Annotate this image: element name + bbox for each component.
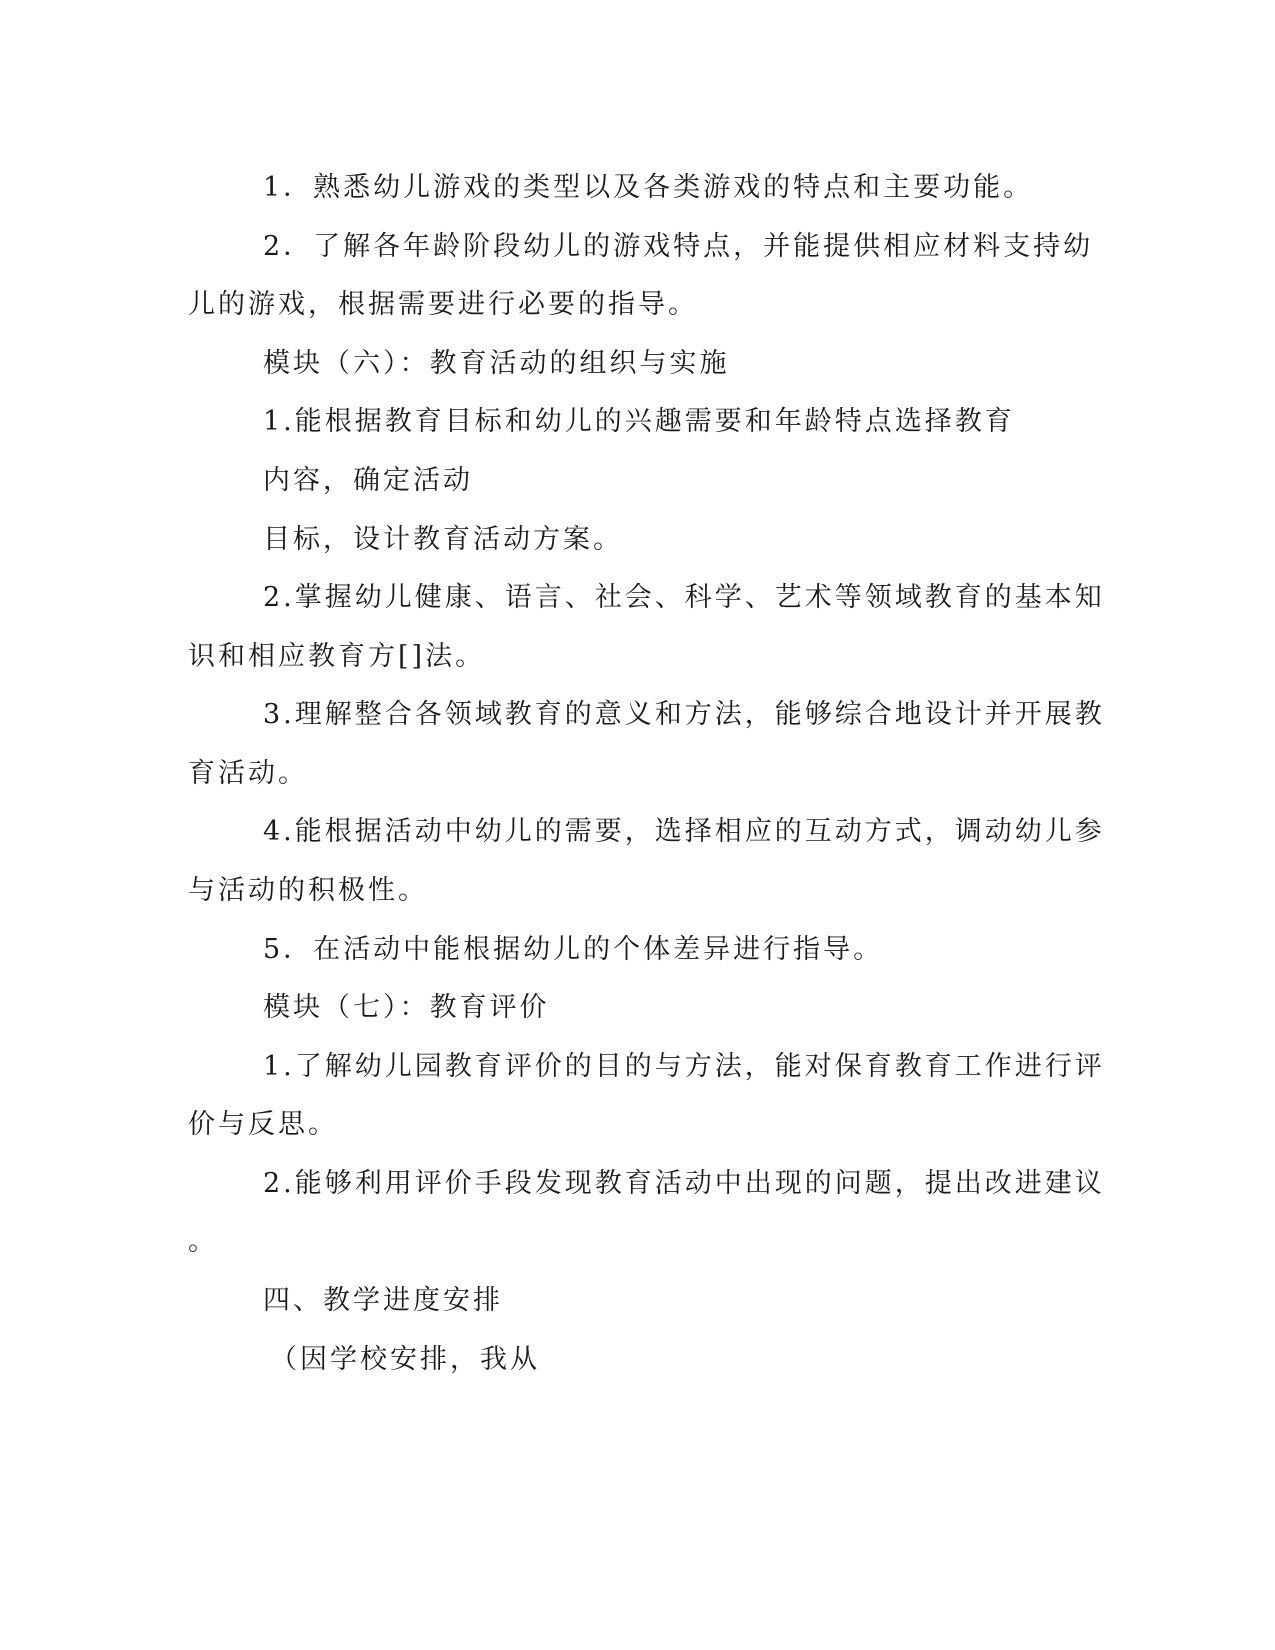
paragraph-line: 目标，设计教育活动方案。 bbox=[263, 524, 623, 555]
paragraph-line: 2.能够利用评价手段发现教育活动中出现的问题，提出改进建议 bbox=[263, 1168, 1105, 1199]
paragraph-line: 2．了解各年龄阶段幼儿的游戏特点，并能提供相应材料支持幼 bbox=[263, 231, 1094, 262]
paragraph-line: 与活动的积极性。 bbox=[188, 875, 428, 906]
paragraph-line: 儿的游戏，根据需要进行必要的指导。 bbox=[188, 289, 698, 320]
paragraph-line: （因学校安排，我从 bbox=[270, 1344, 540, 1375]
paragraph-line: 5．在活动中能根据幼儿的个体差异进行指导。 bbox=[263, 934, 884, 965]
paragraph-line: 4.能根据活动中幼儿的需要，选择相应的互动方式，调动幼儿参 bbox=[263, 816, 1105, 847]
section-heading: 模块（六）：教育活动的组织与实施 bbox=[263, 348, 730, 379]
paragraph-line: 育活动。 bbox=[188, 758, 308, 789]
section-heading: 四、教学进度安排 bbox=[263, 1285, 503, 1316]
paragraph-line: 1.能根据教育目标和幼儿的兴趣需要和年龄特点选择教育 bbox=[263, 406, 1015, 437]
paragraph-line: 2.掌握幼儿健康、语言、社会、科学、艺术等领域教育的基本知 bbox=[263, 582, 1105, 613]
paragraph-line: 1.了解幼儿园教育评价的目的与方法，能对保育教育工作进行评 bbox=[263, 1051, 1105, 1082]
paragraph-line: 3.理解整合各领域教育的意义和方法，能够综合地设计并开展教 bbox=[263, 699, 1105, 730]
paragraph-line: 。 bbox=[188, 1226, 218, 1257]
section-heading: 模块（七）：教育评价 bbox=[263, 992, 550, 1023]
paragraph-line: 识和相应教育方[]法。 bbox=[188, 641, 486, 672]
paragraph-line: 1．熟悉幼儿游戏的类型以及各类游戏的特点和主要功能。 bbox=[263, 172, 1034, 203]
paragraph-line: 价与反思。 bbox=[188, 1109, 338, 1140]
paragraph-line: 内容，确定活动 bbox=[263, 465, 473, 496]
